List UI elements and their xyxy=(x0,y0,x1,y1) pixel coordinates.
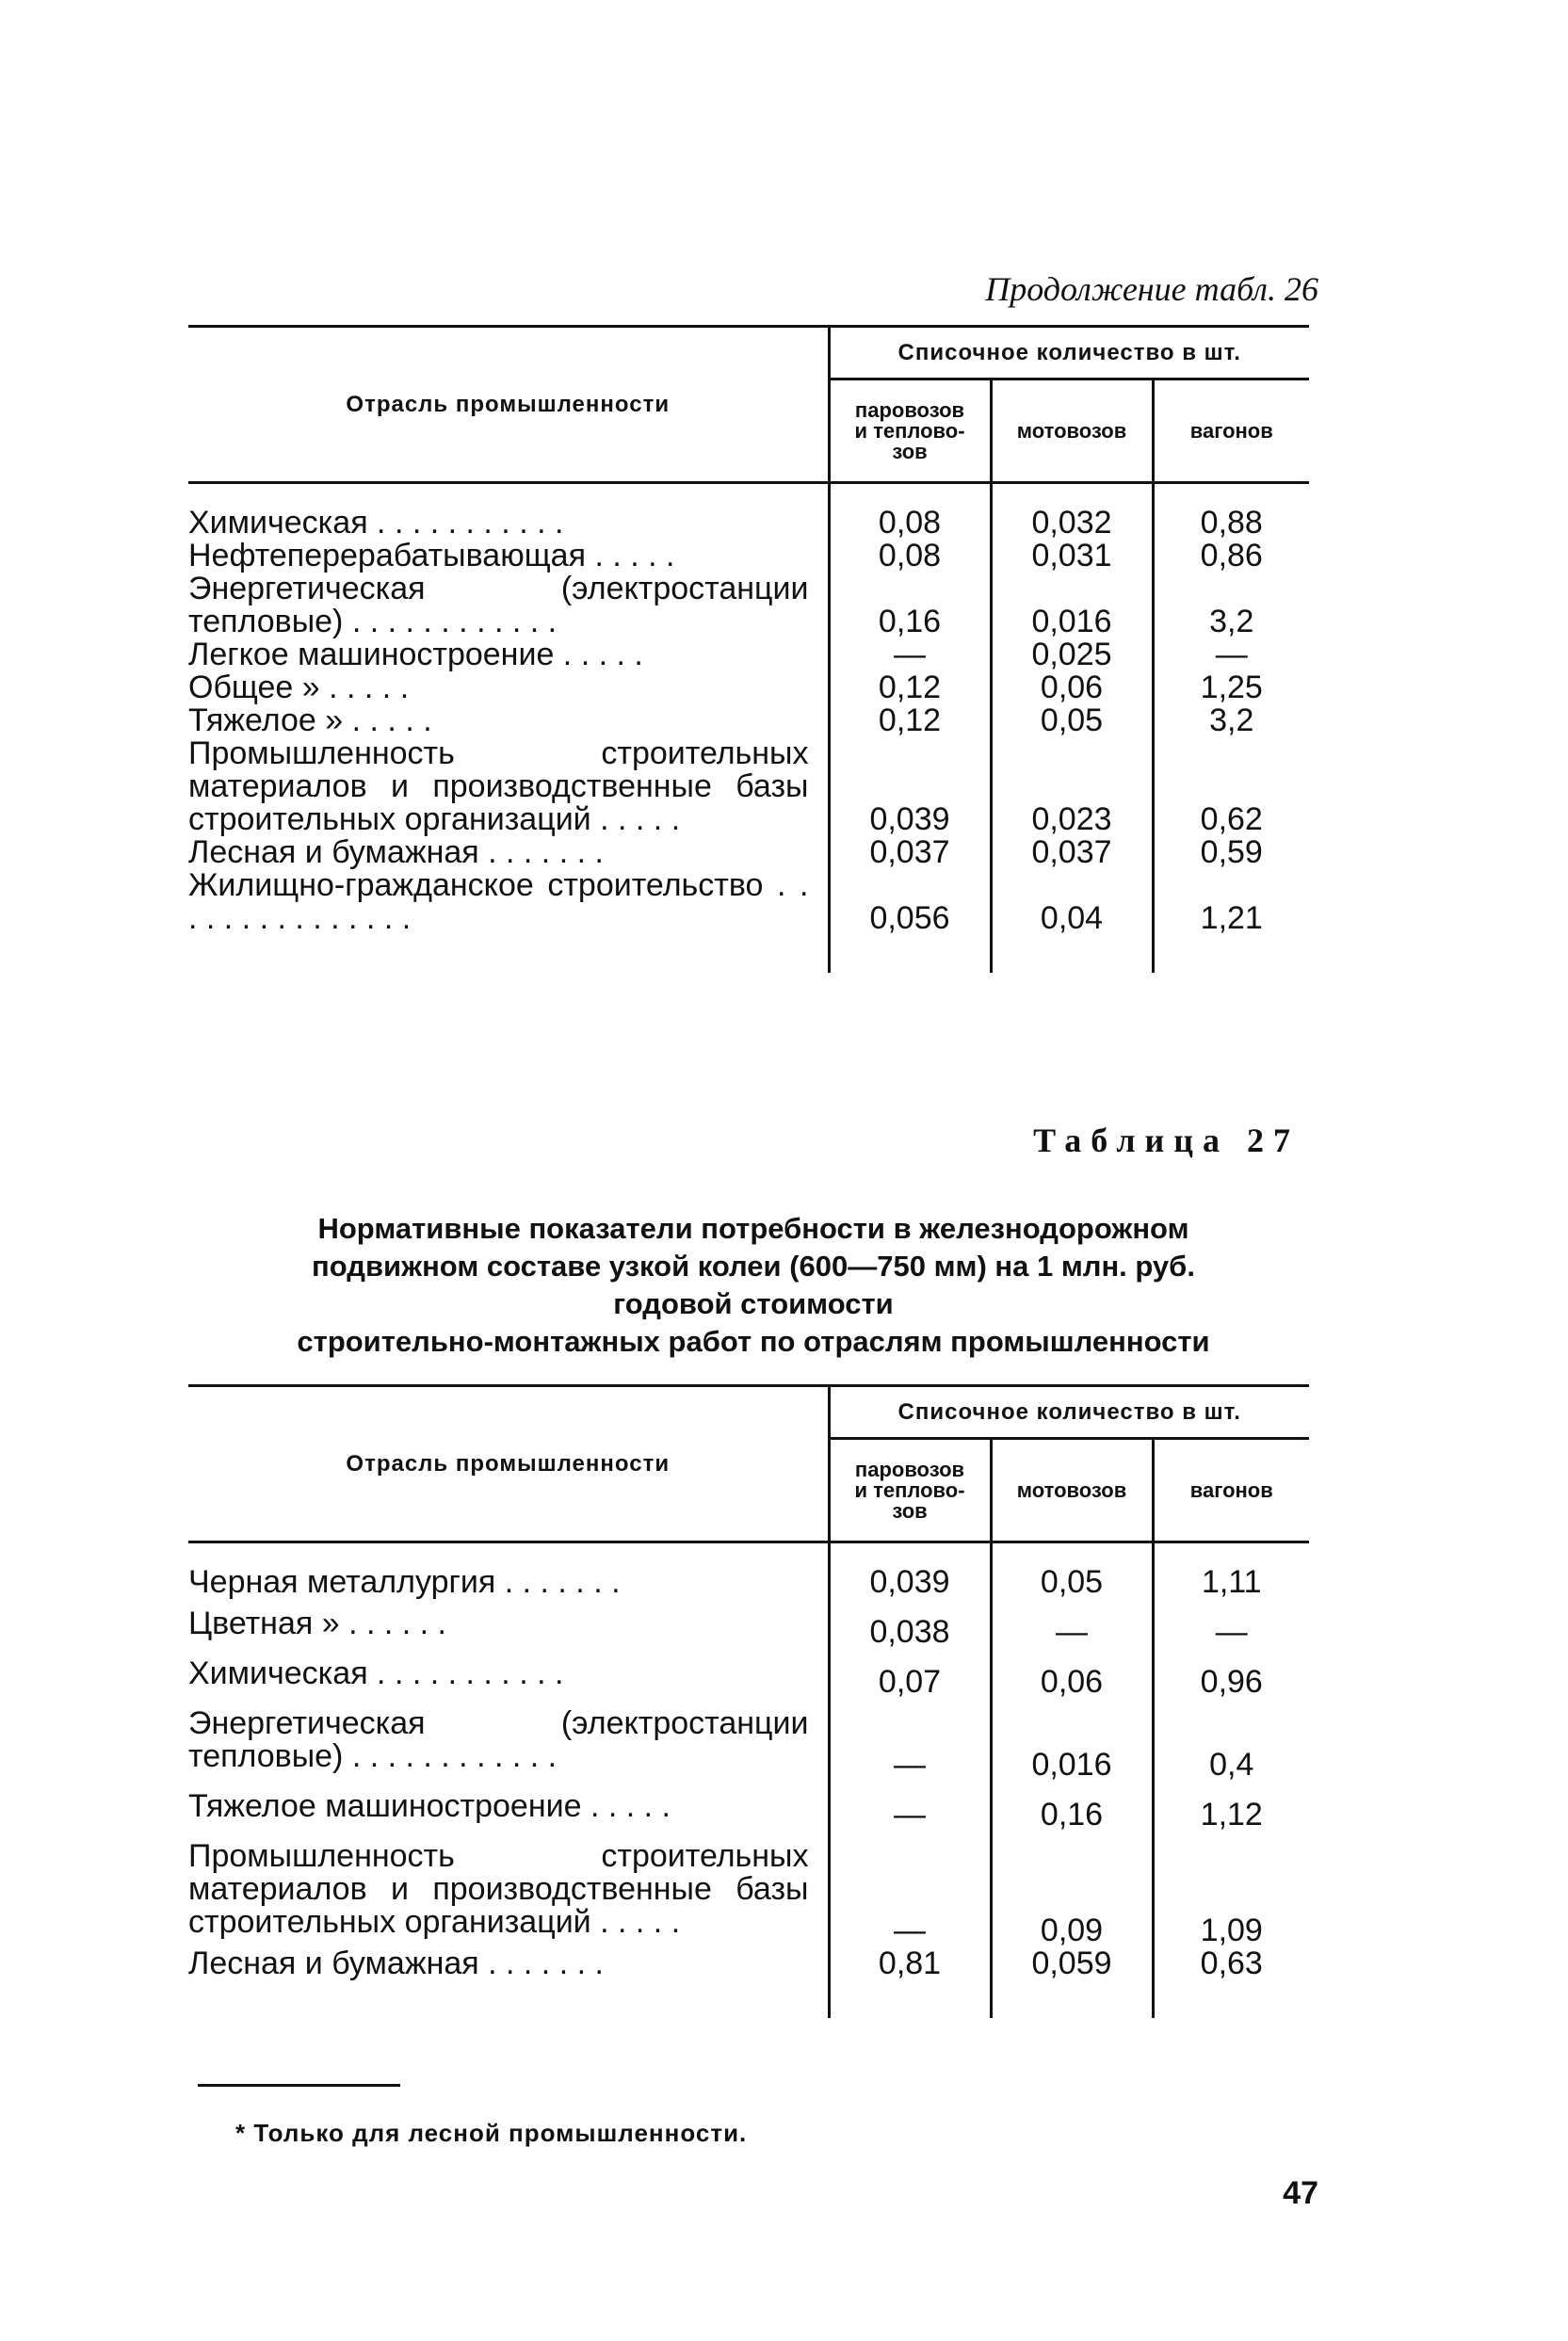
row-industry-name: Цветная » . . . . . . xyxy=(188,1606,446,1641)
cell-wagons: 1,25 xyxy=(1153,671,1309,704)
cell-locomotives: 0,039 xyxy=(829,737,991,836)
cell-locomotives: 0,08 xyxy=(829,483,991,541)
cell-motor: 0,025 xyxy=(991,638,1153,671)
table-row xyxy=(188,1649,1309,1699)
cell-wagons: 0,4 xyxy=(1153,1699,1309,1782)
header-count-group: Списочное количество в шт. xyxy=(829,1386,1309,1439)
cell-wagons: 0,59 xyxy=(1153,836,1309,869)
table-row xyxy=(188,1699,1309,1782)
header-industry: Отрасль промышленности xyxy=(188,327,829,483)
table-row xyxy=(188,869,1309,973)
cell-motor: 0,05 xyxy=(991,1542,1153,1600)
cell-wagons: 1,12 xyxy=(1153,1782,1309,1832)
table-27-caption xyxy=(188,1210,1318,1361)
row-industry-name: Черная металлургия . . . . . . . xyxy=(188,1564,621,1600)
row-industry-name: Нефтеперерабатывающая . . . . . xyxy=(188,538,675,573)
cell-wagons: — xyxy=(1153,1599,1309,1649)
cell-locomotives: — xyxy=(829,1699,991,1782)
row-industry-name: Лесная и бумажная . . . . . . . xyxy=(188,1945,604,1981)
cell-wagons: 0,62 xyxy=(1153,737,1309,836)
cell-locomotives: 0,16 xyxy=(829,573,991,638)
cell-wagons: 0,63 xyxy=(1153,1947,1309,2018)
row-industry-name: Энергетическая (электростанции тепловые) . . . . . . . . . . . . xyxy=(188,1705,809,1774)
table-27 xyxy=(188,1384,1309,2018)
page-number: 47 xyxy=(1283,2175,1318,2211)
cell-locomotives: 0,039 xyxy=(829,1542,991,1600)
cell-locomotives: 0,07 xyxy=(829,1649,991,1699)
table-row xyxy=(188,704,1309,737)
cell-motor: 0,059 xyxy=(991,1947,1153,2018)
table-row xyxy=(188,573,1309,638)
cell-locomotives: 0,056 xyxy=(829,869,991,973)
table-row xyxy=(188,1947,1309,2018)
row-industry-name: Общее » . . . . . xyxy=(188,670,410,705)
cell-wagons: 1,21 xyxy=(1153,869,1309,973)
caption-line: подвижном составе узкой колеи (600—750 мм) на 1 млн. руб. xyxy=(312,1250,1195,1283)
cell-motor: 0,037 xyxy=(991,836,1153,869)
cell-motor: 0,16 xyxy=(991,1782,1153,1832)
cell-motor: 0,06 xyxy=(991,671,1153,704)
footnote: * Только для лесной промышленности. xyxy=(235,2119,748,2147)
cell-motor: 0,016 xyxy=(991,1699,1153,1782)
cell-motor: — xyxy=(991,1599,1153,1649)
cell-wagons: 0,88 xyxy=(1153,483,1309,541)
row-industry-name: Жилищно-гражданское строительство . . . . . . . . . . . . . . . xyxy=(188,867,809,936)
header-motor: мотовозов xyxy=(991,379,1153,483)
cell-wagons: — xyxy=(1153,638,1309,671)
cell-locomotives: 0,038 xyxy=(829,1599,991,1649)
table-row xyxy=(188,836,1309,869)
caption-line: годовой стоимости xyxy=(613,1287,894,1320)
cell-motor: 0,032 xyxy=(991,483,1153,541)
table-row xyxy=(188,1782,1309,1832)
header-count-group: Списочное количество в шт. xyxy=(829,327,1309,379)
cell-locomotives: 0,81 xyxy=(829,1947,991,2018)
cell-locomotives: — xyxy=(829,1782,991,1832)
footnote-rule xyxy=(198,2084,400,2087)
row-industry-name: Химическая . . . . . . . . . . . xyxy=(188,1655,564,1691)
cell-wagons: 0,86 xyxy=(1153,540,1309,573)
row-industry-name: Химическая . . . . . . . . . . . xyxy=(188,505,564,541)
table-27-label: Таблица 27 xyxy=(1033,1122,1300,1159)
table-row xyxy=(188,737,1309,836)
header-locomotives: паровозов и теплово- зов xyxy=(829,1439,991,1542)
cell-wagons: 0,96 xyxy=(1153,1649,1309,1699)
row-industry-name: Легкое машиностроение . . . . . xyxy=(188,637,643,672)
cell-locomotives: 0,12 xyxy=(829,704,991,737)
table-row xyxy=(188,638,1309,671)
row-industry-name: Энергетическая (электростанции тепловые) . . . . . . . . . . . . xyxy=(188,571,809,639)
table-continuation-label: Продолжение табл. 26 xyxy=(985,270,1318,308)
cell-motor: 0,023 xyxy=(991,737,1153,836)
cell-motor: 0,04 xyxy=(991,869,1153,973)
cell-wagons: 1,11 xyxy=(1153,1542,1309,1600)
table-row xyxy=(188,1542,1309,1600)
header-industry: Отрасль промышленности xyxy=(188,1386,829,1542)
row-industry-name: Лесная и бумажная . . . . . . . xyxy=(188,834,604,870)
header-wagons: вагонов xyxy=(1153,379,1309,483)
cell-motor: 0,09 xyxy=(991,1832,1153,1947)
table-row xyxy=(188,671,1309,704)
row-industry-name: Промышленность строительных материалов и производственные базы строительных организаций . . . . . xyxy=(188,735,809,837)
header-motor: мотовозов xyxy=(991,1439,1153,1542)
row-industry-name: Тяжелое » . . . . . xyxy=(188,702,432,738)
cell-motor: 0,031 xyxy=(991,540,1153,573)
cell-motor: 0,016 xyxy=(991,573,1153,638)
table-row xyxy=(188,483,1309,541)
row-industry-name: Тяжелое машиностроение . . . . . xyxy=(188,1788,671,1824)
cell-locomotives: 0,12 xyxy=(829,671,991,704)
table-row xyxy=(188,540,1309,573)
table-row xyxy=(188,1599,1309,1649)
table-26 xyxy=(188,325,1309,973)
cell-motor: 0,05 xyxy=(991,704,1153,737)
cell-locomotives: 0,08 xyxy=(829,540,991,573)
cell-locomotives: — xyxy=(829,1832,991,1947)
cell-motor: 0,06 xyxy=(991,1649,1153,1699)
cell-wagons: 3,2 xyxy=(1153,704,1309,737)
caption-line: строительно-монтажных работ по отраслям промышленности xyxy=(297,1325,1210,1358)
cell-locomotives: 0,037 xyxy=(829,836,991,869)
caption-line: Нормативные показатели потребности в железнодорожном xyxy=(317,1212,1189,1245)
cell-wagons: 1,09 xyxy=(1153,1832,1309,1947)
row-industry-name: Промышленность строительных материалов и производственные базы строительных организаций . . . . . xyxy=(188,1838,809,1940)
cell-locomotives: — xyxy=(829,638,991,671)
header-wagons: вагонов xyxy=(1153,1439,1309,1542)
table-row xyxy=(188,1832,1309,1947)
header-locomotives: паровозов и теплово- зов xyxy=(829,379,991,483)
cell-wagons: 3,2 xyxy=(1153,573,1309,638)
